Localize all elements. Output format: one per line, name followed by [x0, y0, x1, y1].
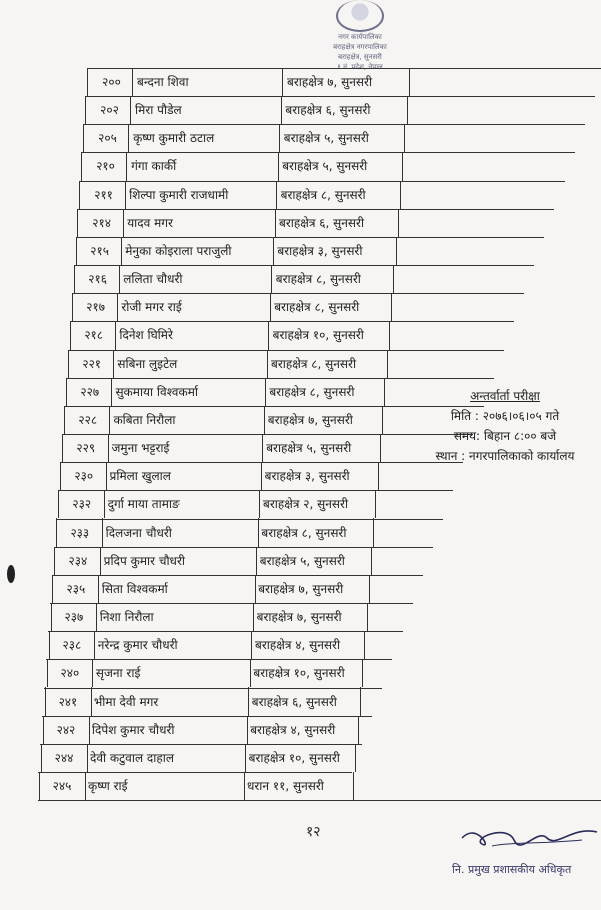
column-divider [92, 659, 93, 687]
cell-address: बराहक्षेत्र ८, सुनसरी [271, 356, 357, 371]
column-divider [367, 603, 368, 631]
column-divider [104, 490, 105, 518]
cell-address: बराहक्षेत्र १०, सुनसरी [248, 750, 340, 765]
cell-name: निशा निरौला [99, 610, 154, 625]
column-divider [247, 716, 248, 744]
column-divider [98, 575, 99, 603]
cell-name: यादव मगर [127, 215, 173, 230]
column-divider [39, 772, 40, 800]
cell-sn: २३७ [64, 610, 84, 625]
cell-name: शिल्पा कुमारी राजधामी [129, 187, 229, 202]
notice-title: अन्तर्वार्ता परीक्षा [470, 389, 540, 403]
table-row [52, 575, 423, 602]
column-divider [106, 462, 107, 490]
column-divider [60, 462, 61, 490]
column-divider [273, 237, 274, 265]
cell-name: कृष्ण कुमारी ठटाल [133, 131, 215, 146]
cell-address: बराहक्षेत्र ८, सुनसरी [261, 525, 347, 540]
column-divider [79, 181, 80, 209]
column-divider [264, 406, 265, 434]
column-divider [362, 659, 363, 687]
column-divider [245, 744, 246, 772]
column-divider [109, 406, 110, 434]
column-divider [393, 265, 394, 293]
column-divider [258, 518, 259, 546]
cell-name: मेनुका कोइराला पराजुली [125, 243, 232, 258]
column-divider [259, 490, 260, 518]
cell-sn: २४५ [52, 779, 72, 793]
seal-line-2: बराहक्षेत्र नगरपालिका [333, 43, 387, 51]
cell-sn: २०० [102, 75, 121, 89]
table-row [74, 265, 534, 292]
cell-address: बराहक्षेत्र २, सुनसरी [263, 497, 349, 512]
column-divider [398, 209, 399, 237]
column-divider [102, 518, 103, 546]
cell-sn: २४२ [56, 722, 76, 737]
column-divider [262, 434, 263, 462]
table-row [44, 688, 382, 715]
cell-name: दिपेश कुमार चौधरी [91, 722, 175, 737]
cell-address: बराहक्षेत्र ५, सुनसरी [259, 553, 345, 568]
column-divider [353, 772, 354, 800]
column-divider [115, 321, 116, 349]
column-divider [268, 321, 269, 349]
table-row [40, 744, 362, 771]
table-row [50, 603, 413, 630]
cell-name: नरेन्द्र कुमार चौधरी [97, 638, 178, 653]
column-divider [391, 293, 392, 321]
column-divider [108, 434, 109, 462]
column-divider [256, 547, 257, 575]
column-divider [85, 96, 86, 124]
cell-address: बराहक्षेत्र ५, सुनसरी [282, 159, 368, 174]
cell-sn: २२९ [76, 441, 96, 456]
column-divider [275, 209, 276, 237]
column-divider [76, 237, 77, 265]
column-divider [43, 716, 44, 744]
cell-name: गंगा कार्की [131, 159, 177, 174]
column-divider [375, 490, 376, 518]
column-divider [66, 378, 67, 406]
cell-name: दुर्गा माया तामाङ [107, 497, 180, 512]
table-row [70, 321, 514, 348]
emblem-icon [336, 0, 384, 32]
column-divider [355, 744, 356, 772]
column-divider [117, 293, 118, 321]
table-bottom-border [38, 800, 601, 801]
column-divider [271, 265, 272, 293]
cell-sn: २४४ [54, 750, 74, 765]
cell-name: दिलजना चौधरी [105, 525, 172, 540]
column-divider [130, 96, 131, 124]
cell-sn: २३८ [62, 638, 82, 653]
column-divider [267, 350, 268, 378]
table-row [82, 152, 575, 179]
cell-sn: २१० [96, 159, 115, 174]
column-divider [58, 490, 59, 518]
column-divider [261, 462, 262, 490]
cell-name: कबिता निरौला [113, 412, 176, 427]
cell-name: जमुना भट्टराई [111, 441, 170, 456]
column-divider [83, 124, 84, 152]
cell-address: बराहक्षेत्र ४, सुनसरी [255, 638, 341, 653]
column-divider [380, 434, 381, 462]
column-divider [253, 603, 254, 631]
cell-address: बराहक्षेत्र ७, सुनसरी [287, 75, 373, 89]
table-row [56, 519, 443, 546]
cell-name: भीमा देवी मगर [93, 694, 159, 709]
cell-address: बराहक्षेत्र ५, सुनसरी [266, 441, 352, 456]
table-row [48, 631, 403, 658]
column-divider [404, 124, 405, 152]
cell-name: कृष्ण राई [88, 779, 128, 793]
column-divider [77, 209, 78, 237]
table-row [68, 350, 504, 377]
column-divider [389, 321, 390, 349]
cell-name: मिरा पौडेल [135, 103, 182, 118]
cell-sn: २१६ [88, 272, 107, 287]
column-divider [276, 181, 277, 209]
cell-sn: २३२ [72, 497, 92, 512]
cell-sn: २१४ [92, 215, 111, 230]
cell-name: प्रमिला खुलाल [109, 469, 171, 484]
column-divider [364, 631, 365, 659]
table-row [76, 237, 544, 264]
cell-address: बराहक्षेत्र ८, सुनसरी [274, 300, 360, 315]
cell-name: सबिना लुइटेल [117, 356, 178, 371]
cell-sn: २३३ [70, 525, 90, 540]
column-divider [132, 68, 133, 96]
table-row [84, 124, 585, 151]
table-row [80, 181, 565, 208]
column-divider [89, 716, 90, 744]
column-divider [49, 631, 50, 659]
column-divider [81, 152, 82, 180]
cell-sn: २०५ [98, 131, 117, 146]
cell-sn: २४० [60, 666, 80, 681]
municipality-seal [318, 0, 402, 70]
cell-address: बराहक्षेत्र ६, सुनसरी [285, 103, 371, 118]
cell-sn: २१८ [84, 328, 104, 343]
column-divider [279, 124, 280, 152]
column-divider [111, 378, 112, 406]
cell-sn: २३५ [66, 581, 86, 596]
table-row [54, 547, 433, 574]
page-number: १२ [306, 824, 321, 840]
cell-address: धरान ११, सुनसरी [247, 779, 324, 793]
cell-sn: २०२ [100, 103, 119, 118]
cell-address: बराहक्षेत्र ७, सुनसरी [256, 610, 342, 625]
column-divider [402, 152, 403, 180]
seal-line-4: १ नं. प्रदेश, नेपाल [337, 63, 383, 71]
cell-sn: २४१ [58, 694, 78, 709]
column-divider [74, 265, 75, 293]
column-divider [41, 744, 42, 772]
cell-name: ललिता चौधरी [123, 272, 183, 287]
column-divider [85, 772, 86, 800]
table-row [86, 96, 595, 123]
column-divider [87, 68, 88, 96]
column-divider [371, 547, 372, 575]
cell-address: बराहक्षेत्र ७, सुनसरी [267, 412, 353, 427]
cell-address: बराहक्षेत्र १०, सुनसरी [272, 328, 364, 343]
column-divider [94, 631, 95, 659]
table-row [72, 293, 524, 320]
cell-sn: २२८ [78, 412, 98, 427]
column-divider [96, 603, 97, 631]
column-divider [72, 293, 73, 321]
column-divider [384, 378, 385, 406]
column-divider [369, 575, 370, 603]
table-row [78, 209, 554, 236]
column-divider [123, 209, 124, 237]
table-row [58, 490, 453, 517]
column-divider [250, 659, 251, 687]
cell-sn: २२१ [82, 356, 102, 371]
interview-notice [415, 386, 595, 466]
column-divider [382, 406, 383, 434]
column-divider [62, 434, 63, 462]
cell-address: बराहक्षेत्र ४, सुनसरी [250, 722, 336, 737]
column-divider [126, 152, 127, 180]
cell-address: बराहक्षेत्र ६, सुनसरी [251, 694, 337, 709]
cell-name: सृजना राई [95, 666, 141, 681]
cell-address: बराहक्षेत्र ७, सुनसरी [258, 581, 344, 596]
column-divider [407, 96, 408, 124]
seal-line-1: नगर कार्यपालिका [338, 33, 382, 41]
cell-address: बराहक्षेत्र १०, सुनसरी [253, 666, 345, 681]
column-divider [113, 350, 114, 378]
hole-punch-mark [7, 565, 15, 583]
cell-sn: २२७ [80, 384, 100, 399]
cell-sn: २११ [94, 187, 113, 202]
column-divider [265, 378, 266, 406]
column-divider [360, 687, 361, 715]
cell-name: दिनेश घिमिरे [119, 328, 173, 343]
column-divider [396, 237, 397, 265]
column-divider [64, 406, 65, 434]
signature-caption: नि. प्रमुख प्रशासकीय अधिकृत [452, 863, 572, 876]
column-divider [121, 237, 122, 265]
column-divider [91, 687, 92, 715]
table-row [62, 434, 473, 461]
column-divider [248, 687, 249, 715]
column-divider [125, 181, 126, 209]
column-divider [270, 293, 271, 321]
table-row [46, 659, 392, 686]
cell-address: बराहक्षेत्र ३, सुनसरी [277, 243, 363, 258]
column-divider [244, 772, 245, 800]
cell-address: बराहक्षेत्र ८, सुनसरी [275, 272, 361, 287]
column-divider [358, 716, 359, 744]
cell-name: सुकमाया विश्वकर्मा [115, 384, 198, 399]
cell-address: बराहक्षेत्र ५, सुनसरी [283, 131, 369, 146]
column-divider [251, 631, 252, 659]
column-divider [54, 547, 55, 575]
cell-address: बराहक्षेत्र ८, सुनसरी [269, 384, 355, 399]
column-divider [119, 265, 120, 293]
table-row [42, 716, 372, 743]
column-divider [70, 321, 71, 349]
cell-address: बराहक्षेत्र ८, सुनसरी [280, 187, 366, 202]
seal-line-3: बराहक्षेत्र, सुनसरी [338, 53, 382, 61]
table-row [88, 68, 601, 95]
cell-sn: २३० [74, 469, 94, 484]
column-divider [56, 518, 57, 546]
column-divider [387, 350, 388, 378]
cell-name: बन्दना शिवा [137, 75, 189, 89]
column-divider [378, 462, 379, 490]
column-divider [278, 152, 279, 180]
column-divider [47, 659, 48, 687]
cell-name: देवी कटुवाल दाहाल [89, 750, 175, 765]
column-divider [45, 687, 46, 715]
cell-address: बराहक्षेत्र ३, सुनसरी [264, 469, 350, 484]
notice-time: समय: बिहान ८:०० बजे [453, 429, 557, 443]
cell-name: प्रदिप कुमार चौधरी [103, 553, 185, 568]
column-divider [255, 575, 256, 603]
column-divider [87, 744, 88, 772]
notice-venue: स्थान : नगरपालिकाको कार्यालय [435, 449, 575, 463]
cell-name: सिता विश्वकर्मा [101, 581, 168, 596]
column-divider [409, 68, 410, 96]
column-divider [373, 518, 374, 546]
cell-name: रोजी मगर राई [121, 300, 182, 315]
column-divider [282, 68, 283, 96]
column-divider [100, 547, 101, 575]
column-divider [128, 124, 129, 152]
column-divider [281, 96, 282, 124]
column-divider [400, 181, 401, 209]
cell-sn: २१५ [90, 243, 109, 258]
column-divider [68, 350, 69, 378]
notice-date: मिति : २०७६।०६।०५ गते [450, 409, 560, 423]
cell-address: बराहक्षेत्र ६, सुनसरी [279, 215, 365, 230]
cell-sn: २१७ [86, 300, 106, 315]
column-divider [52, 575, 53, 603]
column-divider [51, 603, 52, 631]
cell-sn: २३४ [68, 553, 88, 568]
